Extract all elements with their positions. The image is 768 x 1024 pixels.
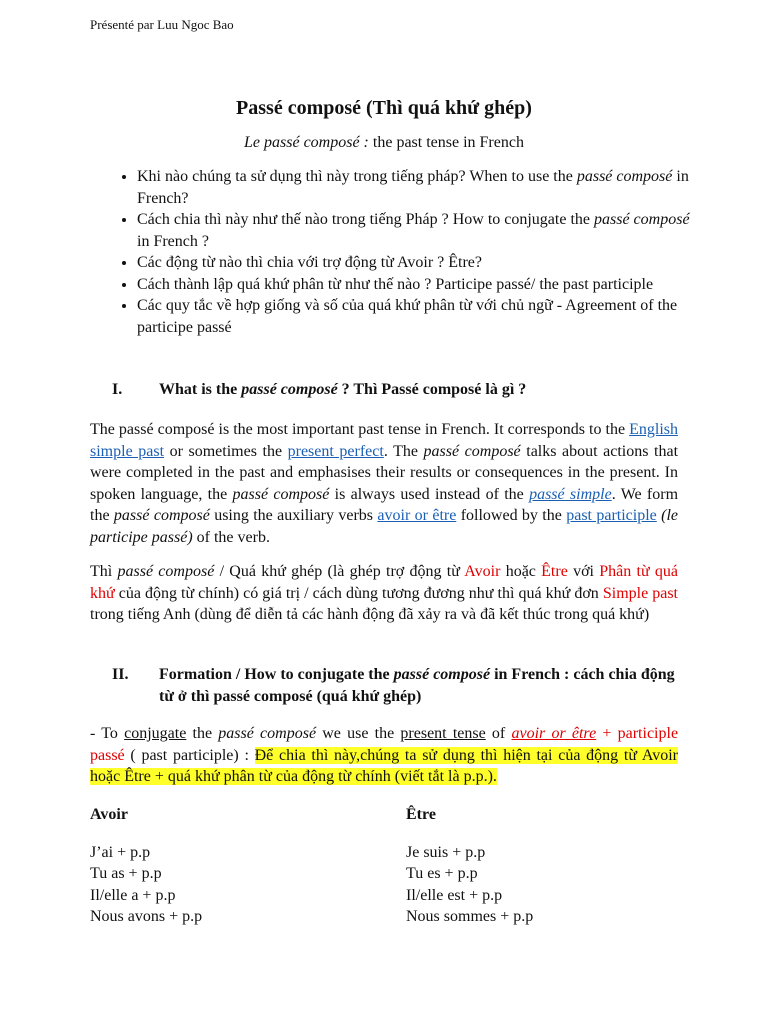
red-text: participle passé <box>90 725 679 764</box>
subtitle-term: Le passé composé : <box>244 134 369 151</box>
text: the <box>186 725 219 742</box>
text: - To <box>90 725 125 742</box>
paragraph-2 <box>90 561 678 626</box>
list-item <box>137 252 697 274</box>
italic-text: passé composé <box>232 485 330 503</box>
red-text: Simple past <box>602 584 678 602</box>
text: ? Thì Passé composé là gì ? <box>337 381 527 398</box>
section-heading-1 <box>112 379 679 401</box>
list-item: Tu as + p.p <box>90 865 162 882</box>
text: The passé composé is the most important past tense in French. It corresponds to the <box>90 421 630 438</box>
underlined-text: present tense <box>400 725 486 742</box>
italic-text: passé composé <box>241 381 338 398</box>
list-item: Il/elle est + p.p <box>406 886 503 904</box>
text: Cách thành lập quá khứ phân từ như thế nào ? Participe passé/ the past participle <box>137 275 654 293</box>
page-header: Présenté par Luu Ngoc Bao <box>90 17 234 32</box>
list-item <box>137 274 697 296</box>
text: Khi nào chúng ta sử dụng thì này trong tiếng pháp? When to use the <box>137 168 577 185</box>
red-text: Phân từ quá khứ <box>90 563 678 602</box>
text: in French? <box>137 168 689 207</box>
text: Cách chia thì này như thế nào trong tiếng Pháp ? How to conjugate the <box>137 211 594 228</box>
underlined-text: conjugate <box>124 725 187 742</box>
section-heading-2 <box>112 664 679 707</box>
text: followed by the <box>456 507 567 524</box>
list-item <box>137 295 697 338</box>
text: in French : cách chia động từ ở thì passé composé (quá khứ ghép) <box>159 666 675 705</box>
red-text: + <box>596 725 618 742</box>
red-text: avoir or être <box>511 725 597 742</box>
text: trong tiếng Anh (dùng để diễn tả các hành động đã xảy ra và đã kết thúc trong quá khứ) <box>90 606 650 623</box>
text: hoặc <box>500 563 542 580</box>
list-item: J’ai + p.p <box>90 843 151 861</box>
link-passe-simple[interactable]: passé simple <box>529 485 612 503</box>
list-item: Tu es + p.p <box>406 865 478 882</box>
italic-text: passé composé <box>218 725 317 742</box>
text: using the auxiliary verbs <box>209 507 378 524</box>
italic-text: (le participe passé) <box>90 507 679 546</box>
list-item <box>137 209 697 252</box>
list-item <box>137 166 697 209</box>
italic-text: passé composé <box>594 211 690 228</box>
column-heading: Être <box>406 806 436 823</box>
text: của động từ chính) có giá trị / cách dùng tương đương như thì quá khứ đơn <box>114 584 603 602</box>
page-title: Passé composé (Thì quá khứ ghép) <box>236 97 532 119</box>
italic-text: passé composé <box>576 168 673 185</box>
text: we use the <box>316 725 401 742</box>
text: Thì <box>90 563 118 580</box>
link-past-participle[interactable]: past participle <box>566 507 657 524</box>
topic-list <box>115 166 697 338</box>
text: in French ? <box>137 232 209 250</box>
paragraph-1 <box>90 419 678 548</box>
text: or sometimes the <box>164 442 288 460</box>
text: . The <box>383 442 424 460</box>
column-heading: Avoir <box>90 806 128 823</box>
text: ( past participle) : <box>124 746 255 764</box>
text: of <box>485 725 512 742</box>
text: What is the <box>159 381 242 398</box>
section-number: II. <box>112 666 129 683</box>
list-item: Je suis + p.p <box>406 843 486 861</box>
text: Các động từ nào thì chia với trợ động từ Avoir ? Être? <box>137 254 482 271</box>
text: / Quá khứ ghép (là ghép trợ động từ <box>214 563 465 580</box>
avoir-column <box>90 804 202 928</box>
red-text: Être <box>541 563 568 580</box>
subtitle <box>0 132 768 154</box>
link-avoir-etre[interactable]: avoir or être <box>377 507 457 524</box>
italic-text: passé composé <box>117 563 215 580</box>
section-number: I. <box>112 381 123 398</box>
list-item: Il/elle a + p.p <box>90 886 176 904</box>
highlighted-text: Để chia thì này,chúng ta sử dụng thì hiện tại của động từ Avoir hoặc Être + quá khứ phân từ của động từ chính (viết tắt là p.p.). <box>90 746 678 785</box>
italic-text: passé composé <box>113 507 210 524</box>
text: . We form the <box>90 485 679 524</box>
text: Các quy tắc về hợp giống và số của quá khứ phân từ với chủ ngữ <box>137 297 557 314</box>
subtitle-rest: the past tense in French <box>368 134 524 151</box>
red-text: Avoir <box>464 563 501 580</box>
italic-text: passé composé <box>393 666 491 683</box>
italic-text: passé composé <box>423 442 521 460</box>
text: với <box>567 563 600 580</box>
text: Formation / How to conjugate the <box>159 666 394 683</box>
text: of the verb. <box>192 528 270 546</box>
text: talks about actions that were completed in the past and emphasises their results or consequences in the present. In spoken language, the <box>90 442 679 503</box>
link-english-simple-past[interactable]: English simple past <box>90 421 678 460</box>
list-item: Nous sommes + p.p <box>406 908 534 925</box>
bold-text: - Agreement of the participe passé <box>137 297 678 336</box>
list-item: Nous avons + p.p <box>90 908 203 925</box>
etre-column <box>406 804 533 928</box>
text: is always used instead of the <box>329 485 530 503</box>
link-present-perfect[interactable]: present perfect <box>287 442 384 460</box>
paragraph-3 <box>90 723 678 788</box>
